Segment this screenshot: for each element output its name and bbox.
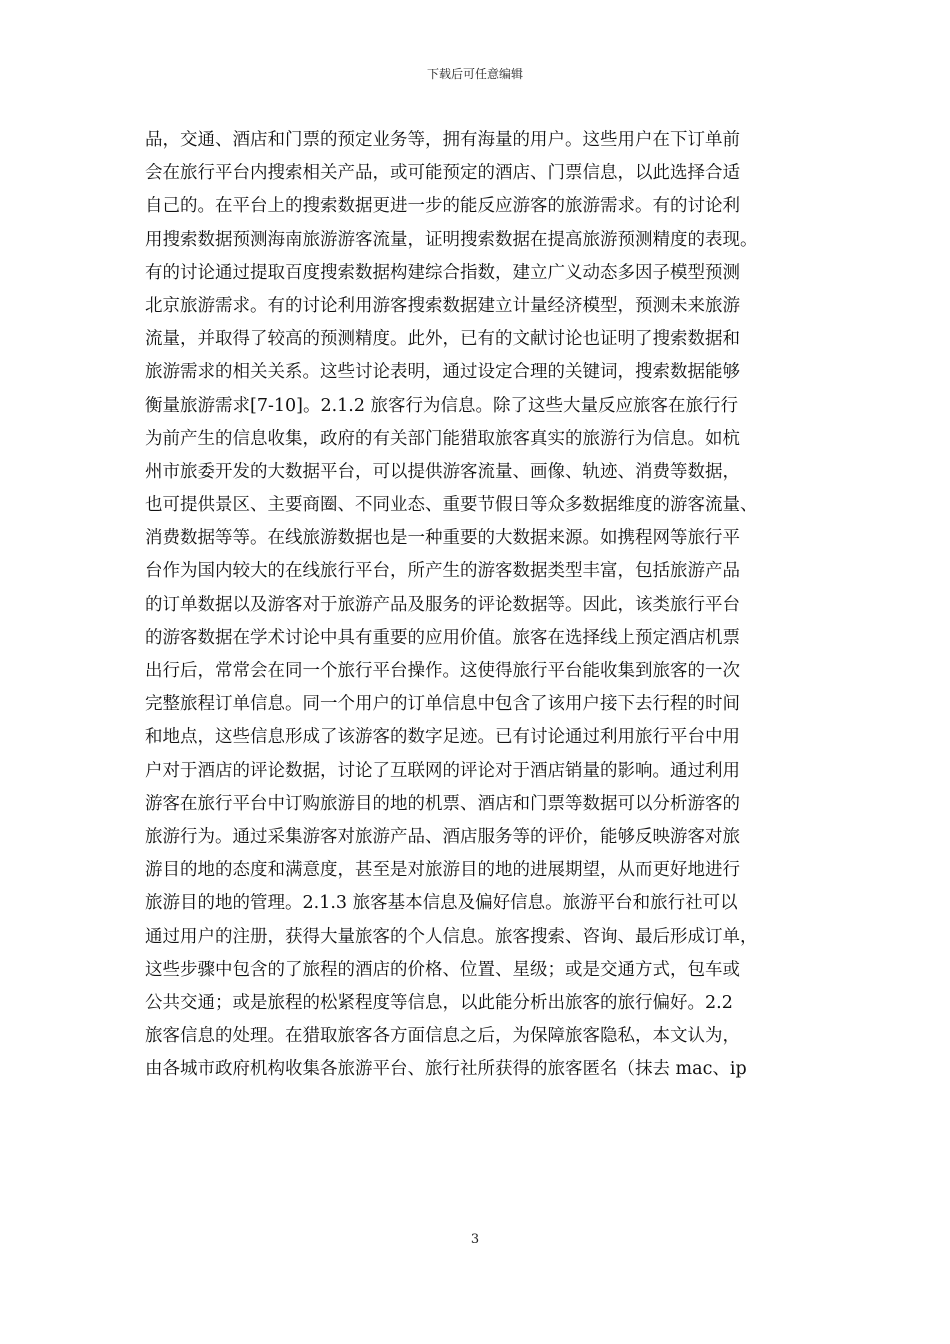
text-line: 完整旅程订单信息。同一个用户的订单信息中包含了该用户接下去行程的时间: [145, 694, 740, 715]
text-line: 出行后，常常会在同一个旅行平台操作。这使得旅行平台能收集到旅客的一次: [145, 661, 740, 681]
text-line: 也可提供景区、主要商圈、不同业态、重要节假日等众多数据维度的游客流量、: [145, 495, 758, 516]
text-line: 由各城市政府机构收集各旅游平台、旅行社所获得的旅客匿名（抹去 mac、ip: [145, 1059, 747, 1080]
text-line: 消费数据等等。在线旅游数据也是一种重要的大数据来源。如携程网等旅行平: [145, 528, 740, 549]
text-line: 的订单数据以及游客对于旅游产品及服务的评论数据等。因此，该类旅行平台: [145, 594, 740, 615]
text-line: 旅游行为。通过采集游客对旅游产品、酒店服务等的评价，能够反映游客对旅: [145, 826, 740, 847]
text-line: 通过用户的注册，获得大量旅客的个人信息。旅客搜索、咨询、最后形成订单，: [145, 926, 758, 947]
text-line: 户对于酒店的评论数据，讨论了互联网的评论对于酒店销量的影响。通过利用: [145, 760, 740, 781]
text-line: 游客在旅行平台中订购旅游目的地的机票、酒店和门票等数据可以分析游客的: [145, 793, 740, 814]
page-header: 下载后可任意编辑: [426, 67, 523, 81]
text-line: 旅客信息的处理。在猎取旅客各方面信息之后，为保障旅客隐私，本文认为，: [145, 1026, 740, 1047]
text-line: 有的讨论通过提取百度搜索数据构建综合指数，建立广义动态多因子模型预测: [145, 262, 740, 283]
text-line: 品，交通、酒店和门票的预定业务等，拥有海量的用户。这些用户在下订单前: [145, 130, 740, 150]
text-line: 为前产生的信息收集，政府的有关部门能猎取旅客真实的旅游行为信息。如杭: [145, 428, 740, 449]
text-line: 州市旅委开发的大数据平台，可以提供游客流量、画像、轨迹、消费等数据，: [145, 461, 740, 482]
text-line: 旅游需求的相关关系。这些讨论表明，通过设定合理的关键词，搜索数据能够: [145, 362, 740, 383]
text-line: 用搜索数据预测海南旅游游客流量，证明搜索数据在提高旅游预测精度的表现。: [145, 229, 758, 250]
text-line: 台作为国内较大的在线旅行平台，所产生的游客数据类型丰富，包括旅游产品: [145, 561, 740, 582]
body-text: [145, 124, 815, 1086]
text-line: 公共交通；或是旅程的松紧程度等信息，以此能分析出旅客的旅行偏好。2.2: [145, 992, 733, 1013]
text-line: 会在旅行平台内搜索相关产品，或可能预定的酒店、门票信息，以此选择合适: [145, 163, 740, 184]
text-line: 衡量旅游需求[7-10]。2.1.2 旅客行为信息。除了这些大量反应旅客在旅行行: [145, 395, 739, 416]
text-line: 流量，并取得了较高的预测精度。此外，已有的文献讨论也证明了搜索数据和: [145, 329, 740, 350]
text-line: 自己的。在平台上的搜索数据更进一步的能反应游客的旅游需求。有的讨论利: [145, 196, 740, 217]
text-line: 旅游目的地的管理。2.1.3 旅客基本信息及偏好信息。旅游平台和旅行社可以: [145, 893, 738, 914]
text-line: 北京旅游需求。有的讨论利用游客搜索数据建立计量经济模型，预测未来旅游: [145, 295, 740, 316]
page-number: 3: [470, 1232, 480, 1247]
text-line: 这些步骤中包含的了旅程的酒店的价格、位置、星级；或是交通方式，包车或: [145, 959, 740, 980]
text-line: 和地点，这些信息形成了该游客的数字足迹。已有讨论通过利用旅行平台中用: [145, 727, 740, 748]
text-line: 的游客数据在学术讨论中具有重要的应用价值。旅客在选择线上预定酒店机票: [145, 627, 740, 648]
text-line: 游目的地的态度和满意度，甚至是对旅游目的地的进展期望，从而更好地进行: [145, 860, 740, 881]
